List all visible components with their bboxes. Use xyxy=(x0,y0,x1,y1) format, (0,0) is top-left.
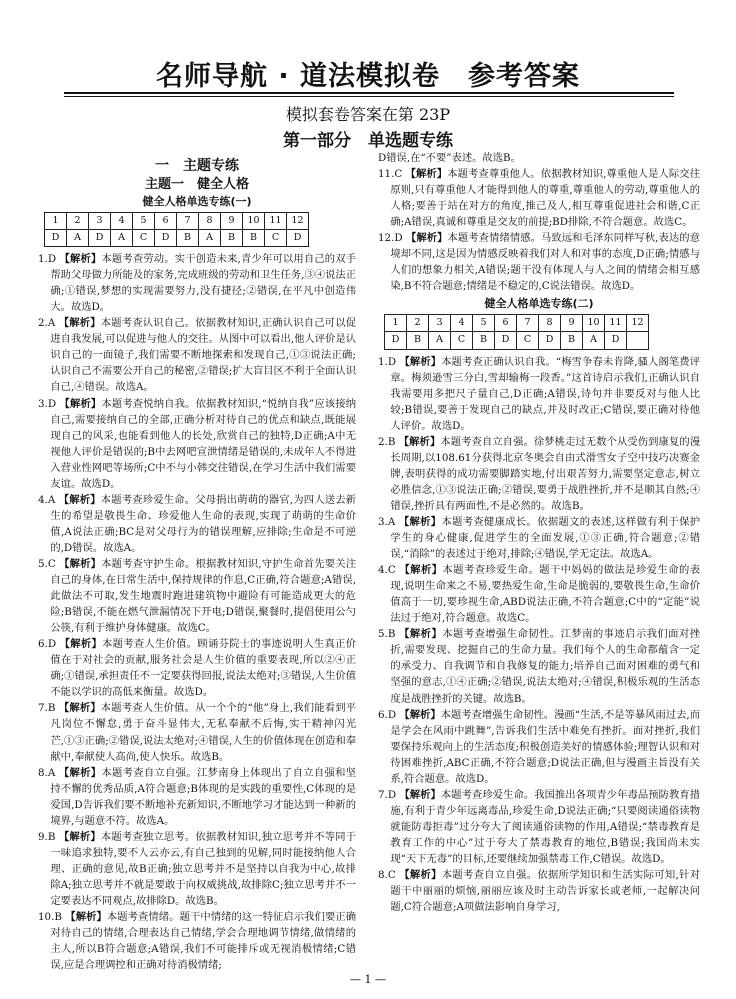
entry-text: 本题考查人生价值。从一个个的“他”身上,我们能看到平凡岗位不懈怠,勇于奋斗显伟大,无私奉献不后悔,实干精神闪光芒,①③正确;②错误,说法太绝对;④错误,人生的价值体现在创造和奉献中,奉献使人高尚,使人快乐。故选B。 xyxy=(50,702,356,763)
entry-tag: 【解析】 xyxy=(65,911,107,924)
answer-cell: A xyxy=(583,332,605,349)
answer-table-number-row xyxy=(45,213,309,230)
answer-cell: 5 xyxy=(133,213,155,230)
answer-cell: B xyxy=(177,230,199,247)
answer-cell: A xyxy=(67,230,89,247)
explanation-entry xyxy=(378,867,700,915)
explanation-entry xyxy=(38,636,356,700)
answer-cell: 7 xyxy=(517,315,539,332)
entry-text: 本题考查珍爱生命。父母捐出萌萌的器官,为四人送去新生的希望是敬畏生命、珍爱他人生命的表现,实现了萌萌的生命价值,A说法正确;BC是对父母行为的错误理解,应排除;生命是不可逆的,D错误。故选A。 xyxy=(50,493,356,554)
entry-tag: 【解析】 xyxy=(59,397,102,410)
entry-text: 本题考查独立思考。依据教材知识,独立思考并不等同于一味追求独特,要不人云亦云,有自己独到的见解,同时能接纳他人合理、正确的意见,故B正确;独立思考并不是坚持以自我为中心,故排除A;独立思考并不就是要敢于向权威挑战,故排除C;独立思考并不一定要表达不同观点,故排除D。故选B。 xyxy=(50,830,357,907)
entry-tag: 【解析】 xyxy=(399,708,441,721)
answer-cell: D xyxy=(539,332,561,349)
entry-text: 本题考查正确认识自我。“梅雪争春未肯降,骚人阁笔费评章。梅须逊雪三分白,雪却输梅一段香。”这首诗启示我们,正确认识自我需要用多把尺子量自己,D正确;A错误,诗句并非要反对与他人比较;B错误,要善于发现自己的缺点,并及时改正;C错误,要正确对待他人评价。故选D。 xyxy=(390,355,701,432)
entry-num: 1.D xyxy=(38,253,57,266)
entry-tag: 【解析】 xyxy=(58,702,101,715)
title-rule-thin xyxy=(64,96,674,97)
answer-cell: 1 xyxy=(45,213,67,230)
answer-cell: 12 xyxy=(287,213,309,230)
answer-cell: C xyxy=(517,332,539,349)
entry-num: 8.A xyxy=(38,766,56,779)
answer-cell: 7 xyxy=(177,213,199,230)
entry-text: 本题考查情绪。题干中情绪的这一特征启示我们要正确对待自己的情绪,合理表达自己情绪,学会合理地调节情绪,做情绪的主人,所以B符合题意;A错误,我们不可能排斥或无视消极情绪;C错误,应是合理调控和正确对待消极情绪; xyxy=(50,911,357,972)
entry-text: 本题考查珍爱生命。我国推出各项青少年毒品预防教育措施,有利于青少年远离毒品,珍爱生命,D说法正确;“只要阅读通俗读物就能防毒拒毒”过分夸大了阅读通俗读物的作用,A错误;“禁毒教育是教育工作的中心”过于夸大了禁毒教育的地位,B错误;我国尚未实现“天下无毒”的目标,还要继续加强禁毒工作,C错误。故选D。 xyxy=(390,788,700,865)
entry-tag: 【解析】 xyxy=(406,232,448,245)
entry-text: 本题考查增强生命韧性。漫画“生活,不是等暴风雨过去,而是学会在风雨中跳舞”,告诉我们生活中难免有挫折。面对挫折,我们要保持乐观向上的生活态度;积极创造美好的情感体验;理智认识和对待困难挫折,ABC正确,不符合题意;D说法正确,但与漫画主旨没有关系,符合题意。故选D。 xyxy=(390,708,701,785)
answer-cell: 10 xyxy=(243,213,265,230)
entry-num: 12.D xyxy=(378,232,403,245)
answer-cell: D xyxy=(45,230,67,247)
entry-tag: 【解析】 xyxy=(399,788,441,801)
entry-text: 本题考查自立自强。徐梦桃走过无数个从受伤到康复的漫长周期,以108.61分获得北京冬奥会自由式滑雪女子空中技巧决赛金牌,表明获得的成功需要脚踏实地,付出艰苦努力,需要坚定意志,树立必胜信念,①③说法正确;②错误,要勇于战胜挫折,并不是顺其自然;④错误,挫折具有两面性,不是必然的。故选B。 xyxy=(390,435,701,512)
entry-text: 本题考查守护生命。根据教材知识,守护生命首先要关注自己的身体,在日常生活中,保持规律的作息,C正确,符合题意;A错误,此做法不可取,发生地震时跑进建筑物中避险有可能造成更大的危险;B错误,不能在燃气泄漏情况下开电;D错误,聚餐时,提倡使用公勺公筷,有利于维护身体健康。故选C。 xyxy=(50,557,356,635)
right-column xyxy=(378,150,700,915)
answer-cell: B xyxy=(561,332,583,349)
entry-tag: 【解析】 xyxy=(59,557,102,570)
title-rule-thick xyxy=(64,92,674,94)
entry-num: 4.C xyxy=(378,564,396,577)
theme-title: 主题一 健全人格 xyxy=(144,177,249,192)
entry-num: 11.C xyxy=(378,168,403,181)
answer-table-number-row xyxy=(385,315,649,332)
entry-text: 本题考查自立自强。依据所学知识和生活实际可知,针对题干中丽丽的烦恼,丽丽应该及时主动告诉家长或老师,一起解决问题,C符合题意;A项做法影响自身学习, xyxy=(390,869,701,914)
answer-cell: 2 xyxy=(407,315,429,332)
entry-num: 7.D xyxy=(378,788,397,801)
entry-tag: 【解析】 xyxy=(58,493,101,506)
answer-cell: B xyxy=(473,332,495,349)
entry-text: 本题考查珍爱生命。题干中妈妈的做法是珍爱生命的表现,说明生命来之不易,要热爱生命,生命是脆弱的,要敬畏生命,生命价值高于一切,要珍视生命,ABD说法正确,不符合题意;C中的“定能”说法过于绝对,符合题意。故选C。 xyxy=(390,564,701,625)
explanation-entry xyxy=(378,787,700,867)
answer-cell: 6 xyxy=(155,213,177,230)
left-column xyxy=(38,150,356,973)
answer-table-answer-row xyxy=(45,230,309,247)
answer-cell xyxy=(627,332,649,349)
entry-tag: 【解析】 xyxy=(58,830,101,843)
explanation-entry xyxy=(378,626,700,706)
explanation-entry xyxy=(378,166,700,230)
answer-cell: D xyxy=(155,230,177,247)
explanation-entry xyxy=(38,700,356,764)
entry-tag: 【解析】 xyxy=(399,628,443,641)
answer-cell: A xyxy=(199,230,221,247)
right-explanations-top xyxy=(378,150,700,294)
entry-num: 7.B xyxy=(38,702,56,715)
entry-tag: 【解析】 xyxy=(59,253,102,266)
entry-num: 2.A xyxy=(38,317,56,330)
entry-num: 6.D xyxy=(378,708,397,721)
answer-cell: D xyxy=(495,332,517,349)
entry-text: 本题考查人生价值。顾诵芬院士的事迹说明人生真正价值在于对社会的贡献,服务社会是人生价值的重要表现,所以②④正确;①错误,承担责任不一定要获得回报,说法太绝对;③错误,人生价值不能以学识的高低来衡量。故选D。 xyxy=(50,638,356,699)
answer-cell: D xyxy=(605,332,627,349)
entry-tag: 【解析】 xyxy=(399,869,442,882)
answer-cell: 11 xyxy=(605,315,627,332)
entry-tag: 【解析】 xyxy=(405,168,448,181)
answer-cell: 9 xyxy=(221,213,243,230)
entry-num: 2.B xyxy=(378,435,396,448)
answer-cell: D xyxy=(385,332,407,349)
entry-tag: 【解析】 xyxy=(399,564,443,577)
entry-num: 10.B xyxy=(38,911,62,924)
entry-num: 1.D xyxy=(378,355,397,368)
entry-text: D错误,在“不要”表述。故选B。 xyxy=(378,152,521,164)
entry-num: 5.B xyxy=(378,628,396,641)
answer-cell: D xyxy=(287,230,309,247)
answer-cell: A xyxy=(111,230,133,247)
entry-tag: 【解析】 xyxy=(58,766,102,779)
answer-cell: C xyxy=(451,332,473,349)
entry-num: 5.C xyxy=(38,557,56,570)
answer-cell: 9 xyxy=(561,315,583,332)
explanation-entry xyxy=(38,492,356,556)
answer-cell: 8 xyxy=(199,213,221,230)
explanation-entry xyxy=(378,562,700,626)
entry-text: 本题考查认识自己。依据教材知识,正确认识自己可以促进自我发展,可以促进与他人的交往。从图中可以看出,他人评价是认识自己的一面镜子,我们需要不断地探索和发现自己,①③说法正确;认识自己不需要公开自己的秘密,②错误;扩大盲目区不利于全面认识自己,④错误。故选A。 xyxy=(50,317,356,394)
answer-cell: B xyxy=(243,230,265,247)
explanation-entry xyxy=(38,251,356,315)
answer-cell: 2 xyxy=(67,213,89,230)
entry-num: 9.B xyxy=(38,830,56,843)
answer-cell: 12 xyxy=(627,315,649,332)
explanation-entry xyxy=(38,556,356,636)
answer-cell: A xyxy=(429,332,451,349)
answer-cell: B xyxy=(407,332,429,349)
part-title: 第一部分 单选题专练 xyxy=(283,131,453,151)
answer-cell: 3 xyxy=(89,213,111,230)
table-title: 健全人格单选专练(二) xyxy=(484,297,594,311)
entry-text: 本题考查悦纳自我。依据教材知识,“悦纳自我”应该接纳自己,需要接纳自己的全部,正确分析对待自己的优点和缺点,既能展现自己的风采,也能看到他人的长处,欣赏自己的独特,D正确;A中无视他人评价是错误的;B中去网吧宣泄情绪是错误的,未成年人不得进入营业性网吧等场所;C中不与小韩交往错误,在学习生活中我们需要友谊。故选D。 xyxy=(50,397,357,490)
entry-num: 3.A xyxy=(378,515,396,528)
entry-text: 本题考查自立自强。江梦南身上体现出了自立自强和坚持不懈的优秀品质,A符合题意;B体现的是实践的重要性,C体现的是爱国,D告诉我们要不断地补充新知识,不断地学习才能达到一种新的境界,与题意不符。故选A。 xyxy=(50,766,357,827)
entry-tag: 【解析】 xyxy=(399,355,442,368)
entry-num: 4.A xyxy=(38,493,56,506)
answer-cell: 4 xyxy=(451,315,473,332)
section-title: 一 主题专练 xyxy=(155,158,239,174)
answer-cell: B xyxy=(221,230,243,247)
page-number: — 1 — xyxy=(350,973,386,986)
entry-tag: 【解析】 xyxy=(59,638,103,651)
entry-text: 本题考查情绪情感。马致远和毛泽东同样写秋,表达的意境却不同,这是因为情感反映着我们对人和对事的态度,D正确;情感与人们的想象力相关,A错误;题干没有体现人与人之间的情绪会相互感染,B不符合题意;情绪是不稳定的,C说法错误。故选D。 xyxy=(390,232,700,293)
answer-cell: 5 xyxy=(473,315,495,332)
page-header xyxy=(0,54,736,93)
entry-text: 本题考查尊重他人。依据教材知识,尊重他人是人际交往原则,只有尊重他人才能得到他人的尊重,尊重他人的劳动,尊重他人的人格;要善于站在对方的角度,推己及人,相互尊重促进社会和谐,C正确;A错误,真诚和尊重是交友的前提;BD排除,不符合题意。故选C。 xyxy=(390,168,700,229)
entry-num: 6.D xyxy=(38,638,57,651)
answer-cell: 4 xyxy=(111,213,133,230)
answer-location-note: 模拟套卷答案在第 23P xyxy=(285,105,451,124)
entry-tag: 【解析】 xyxy=(58,317,101,330)
explanation-entry xyxy=(378,514,700,562)
answer-table-1 xyxy=(44,212,309,247)
right-explanations-bottom xyxy=(378,354,700,916)
explanation-entry xyxy=(378,230,700,294)
explanation-entry xyxy=(38,909,356,973)
answer-table-answer-row xyxy=(385,332,649,349)
explanation-entry xyxy=(378,354,700,434)
document-title: 名师导航 · 道法模拟卷 参考答案 xyxy=(155,61,581,92)
explanation-entry xyxy=(38,765,356,829)
explanation-entry xyxy=(378,707,700,787)
entry-text: 本题考查劳动。实干创造未来,青少年可以用自己的双手帮助父母做力所能及的家务,完成班级的劳动和卫生任务,③④说法正确;①错误,梦想的实现需要努力,没有捷径;②错误,在平凡中创造伟大。故选D。 xyxy=(50,253,356,314)
entry-text: 本题考查健康成长。依据题文的表述,这样做有利于保护学生的身心健康,促进学生的全面发展,①③正确,符合题意;②错误,“消除”的表述过于绝对,排除;④错误,学无定法。故选A。 xyxy=(390,515,701,561)
entry-num: 3.D xyxy=(38,397,57,410)
explanation-entry xyxy=(38,315,356,395)
explanation-entry xyxy=(378,150,700,166)
answer-cell: 1 xyxy=(385,315,407,332)
answer-cell: 6 xyxy=(495,315,517,332)
left-explanations xyxy=(38,251,356,973)
answer-cell: 11 xyxy=(265,213,287,230)
answer-cell: 10 xyxy=(583,315,605,332)
entry-tag: 【解析】 xyxy=(398,435,441,448)
answer-cell: C xyxy=(133,230,155,247)
answer-table-2 xyxy=(384,314,649,349)
answer-cell: D xyxy=(89,230,111,247)
table-title: 健全人格单选专练(一) xyxy=(142,195,252,208)
explanation-entry xyxy=(38,396,356,492)
explanation-entry xyxy=(378,434,700,514)
answer-cell: 8 xyxy=(539,315,561,332)
answer-cell: C xyxy=(265,230,287,247)
entry-text: 本题考查增强生命韧性。江梦南的事迹启示我们面对挫折,需要发现、挖掘自己的生命力量。我们每个人的生命都蕴含一定的承受力、自我调节和自我修复的能力;培养自己面对困难的勇气和坚强的意志,①④正确;②错误,说法太绝对;④错误,积极乐观的生活态度是战胜挫折的关键。故选B。 xyxy=(390,628,701,705)
entry-num: 8.C xyxy=(378,869,396,882)
answer-cell: 3 xyxy=(429,315,451,332)
explanation-entry xyxy=(38,829,356,909)
entry-tag: 【解析】 xyxy=(398,515,442,528)
